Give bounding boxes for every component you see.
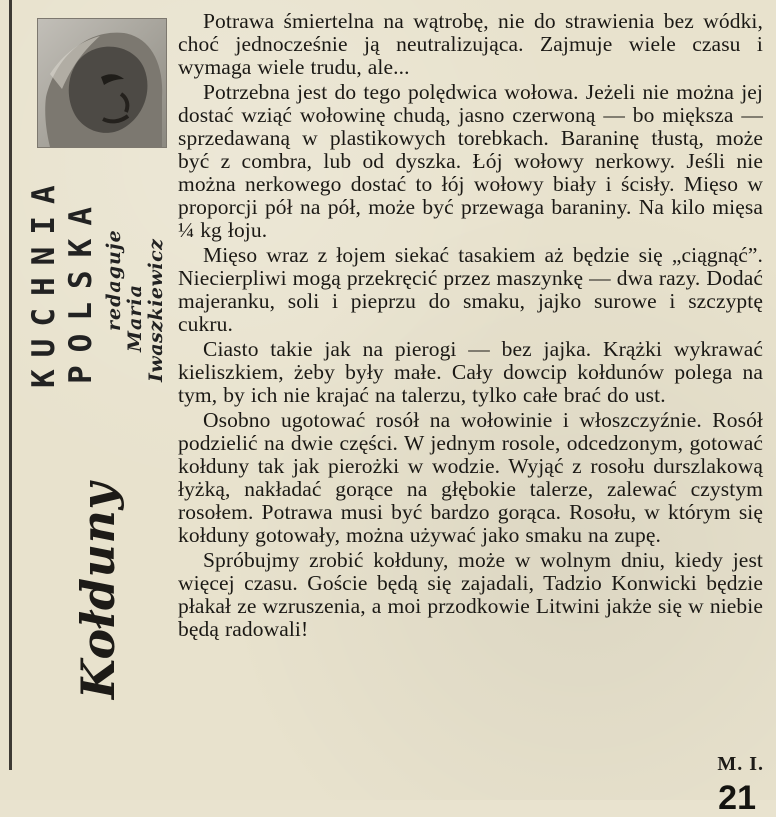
author-photo — [37, 18, 167, 148]
article-paragraph-4: Ciasto takie jak na pierogi — bez jajka. Krążki wykrawać kieliszkiem, żeby były małe. Cały dowcip kołdunów polega na tym, by ich nie krajać na talerzu, tylko całe brać do ust. — [178, 337, 763, 407]
article-title: Kołduny — [71, 482, 125, 699]
portrait-image — [38, 19, 166, 147]
article-paragraph-3: Mięso wraz z łojem siekać tasakiem aż będzie się „ciągnąć”. Niecierpliwi mogą przekręcić przez maszynkę — dwa razy. Dodać majeranku, soli i pieprzu do smaku, jajko surowe i szczyptę cukru. — [178, 243, 763, 336]
article-body — [178, 10, 763, 641]
section-label-polska: POLSKA — [63, 194, 99, 384]
editor-line-1: redaguje — [103, 229, 125, 331]
article-paragraph-1: Potrawa śmiertelna na wątrobę, nie do strawienia bez wódki, choć jednocześnie ją neutralizująca. Zajmuje wiele czasu i wymaga wiele trudu, ale... — [178, 9, 763, 79]
left-edge-rule — [9, 0, 12, 770]
editor-line-3: Iwaszkiewicz — [145, 238, 167, 382]
article-signature: M. I. — [717, 753, 764, 775]
article-paragraph-6: Spróbujmy zrobić kołduny, może w wolnym dniu, kiedy jest więcej czasu. Goście będą się zajadali, Tadzio Konwicki będzie płakał ze wzruszenia, a moi przodkowie Litwini jakże się w niebie będą radowali! — [178, 548, 763, 641]
article-paragraph-5: Osobno ugotować rosół na wołowinie i włoszczyźnie. Rosół podzielić na dwie części. W jednym rosole, odcedzonym, gotować kołduny tak jak pierożki w wodzie. Wyjąć z rosołu durszlakową łyżką, nakładać gorące na głębokie talerze, zalewać czystym rosołem. Potrawa musi być bardzo gorąca. Rosołu, w którym się kołduny gotowały, można używać jako smaku na zupę. — [178, 408, 763, 547]
page-number: 21 — [718, 779, 756, 817]
editor-line-2: Maria — [124, 284, 146, 352]
section-label-kuchnia: KUCHNIA — [26, 173, 62, 388]
article-paragraph-2: Potrzebna jest do tego polędwica wołowa. Jeżeli nie można jej dostać wziąć wołowinę chudą, jasno czerwoną — bo miększa — sprzedawaną w plastikowych torebkach. Baraninę tłustą, może być z combra, lub od dyszka. Łój wołowy nerkowy. Jeśli nie można nerkowego dostać to łój wołowy biały i ścisły. Mięso w proporcji pół na pół, może być przewaga baraniny. Na kilo mięsa ¼ kg łoju. — [178, 80, 763, 242]
